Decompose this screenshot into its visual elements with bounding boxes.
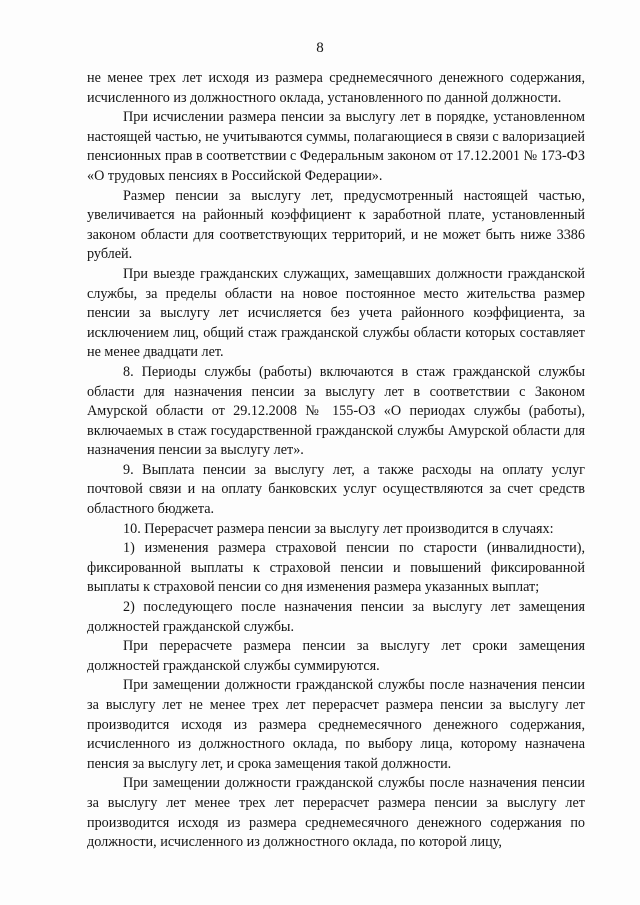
paragraph-clause-8: 8. Периоды службы (работы) включаются в стаж гражданской службы области для назначения пенсии за выслугу лет в соответствии с Законом Амурской области от 29.12.2008 № 155-ОЗ «О периодах службы (работы), включаемых в стаж государственной гражданской службы Амурской области для назначения пенсии за выслугу лет». bbox=[87, 363, 585, 459]
document-body bbox=[87, 69, 585, 853]
paragraph-clause-10: 10. Перерасчет размера пенсии за выслугу лет производится в случаях: bbox=[123, 520, 554, 537]
paragraph-clause-9: 9. Выплата пенсии за выслугу лет, а также расходы на оплату услуг почтовой связи и на оплату банковских услуг осуществляются за счет средств областного бюджета. bbox=[87, 461, 585, 518]
paragraph-regional-coefficient: Размер пенсии за выслугу лет, предусмотренный настоящей частью, увеличивается на районный коэффициент к заработной плате, установленный законом области для соответствующих территорий, и не может быть ниже 3386 рублей. bbox=[87, 187, 585, 263]
paragraph-relocation: При выезде гражданских служащих, замещавших должности гражданской службы, за пределы области на новое постоянное место жительства размер пенсии за выслугу лет исчисляется без учета районного коэффициента, за исключением лиц, общий стаж гражданской службы области которых составляет не менее двадцати лет. bbox=[87, 265, 585, 361]
paragraph-subclause-2: 2) последующего после назначения пенсии за выслугу лет замещения должностей гражданской службы. bbox=[87, 599, 585, 635]
paragraph-continuation: не менее трех лет исходя из размера среднемесячного денежного содержания, исчисленного из должностного оклада, установленного по данной должности. bbox=[87, 70, 585, 106]
paragraph-subclause-1: 1) изменения размера страховой пенсии по старости (инвалидности), фиксированной выплаты к страховой пенсии и повышений фиксированной выплаты к страховой пенсии со дня изменения размера указанных выплат; bbox=[87, 540, 585, 596]
paragraph-terms-summed: При перерасчете размера пенсии за выслугу лет сроки замещения должностей гражданской службы суммируются. bbox=[87, 638, 585, 674]
paragraph-valorization: При исчислении размера пенсии за выслугу лет в порядке, установленном настоящей частью, не учитываются суммы, полагающиеся в связи с валоризацией пенсионных прав в соответствии с Федеральным законом от 17.12.2001 № 173-ФЗ «О трудовых пенсиях в Российской Федерации». bbox=[87, 109, 585, 184]
paragraph-three-years-or-more: При замещении должности гражданской службы после назначения пенсии за выслугу лет не менее трех лет перерасчет размера пенсии за выслугу лет производится исходя из размера среднемесячного денежного содержания, исчисленного из должностного оклада, по выбору лица, которому назначена пенсия за выслугу лет, и срока замещения такой должности. bbox=[87, 677, 585, 772]
page-number: 8 bbox=[316, 40, 324, 56]
paragraph-less-than-three-years: При замещении должности гражданской службы после назначения пенсии за выслугу лет менее трех лет перерасчет размера пенсии за выслугу лет производится исходя из размера среднемесячного денежного содержания по должности, исчисленного из должностного оклада, по которой лицу, bbox=[87, 775, 585, 851]
